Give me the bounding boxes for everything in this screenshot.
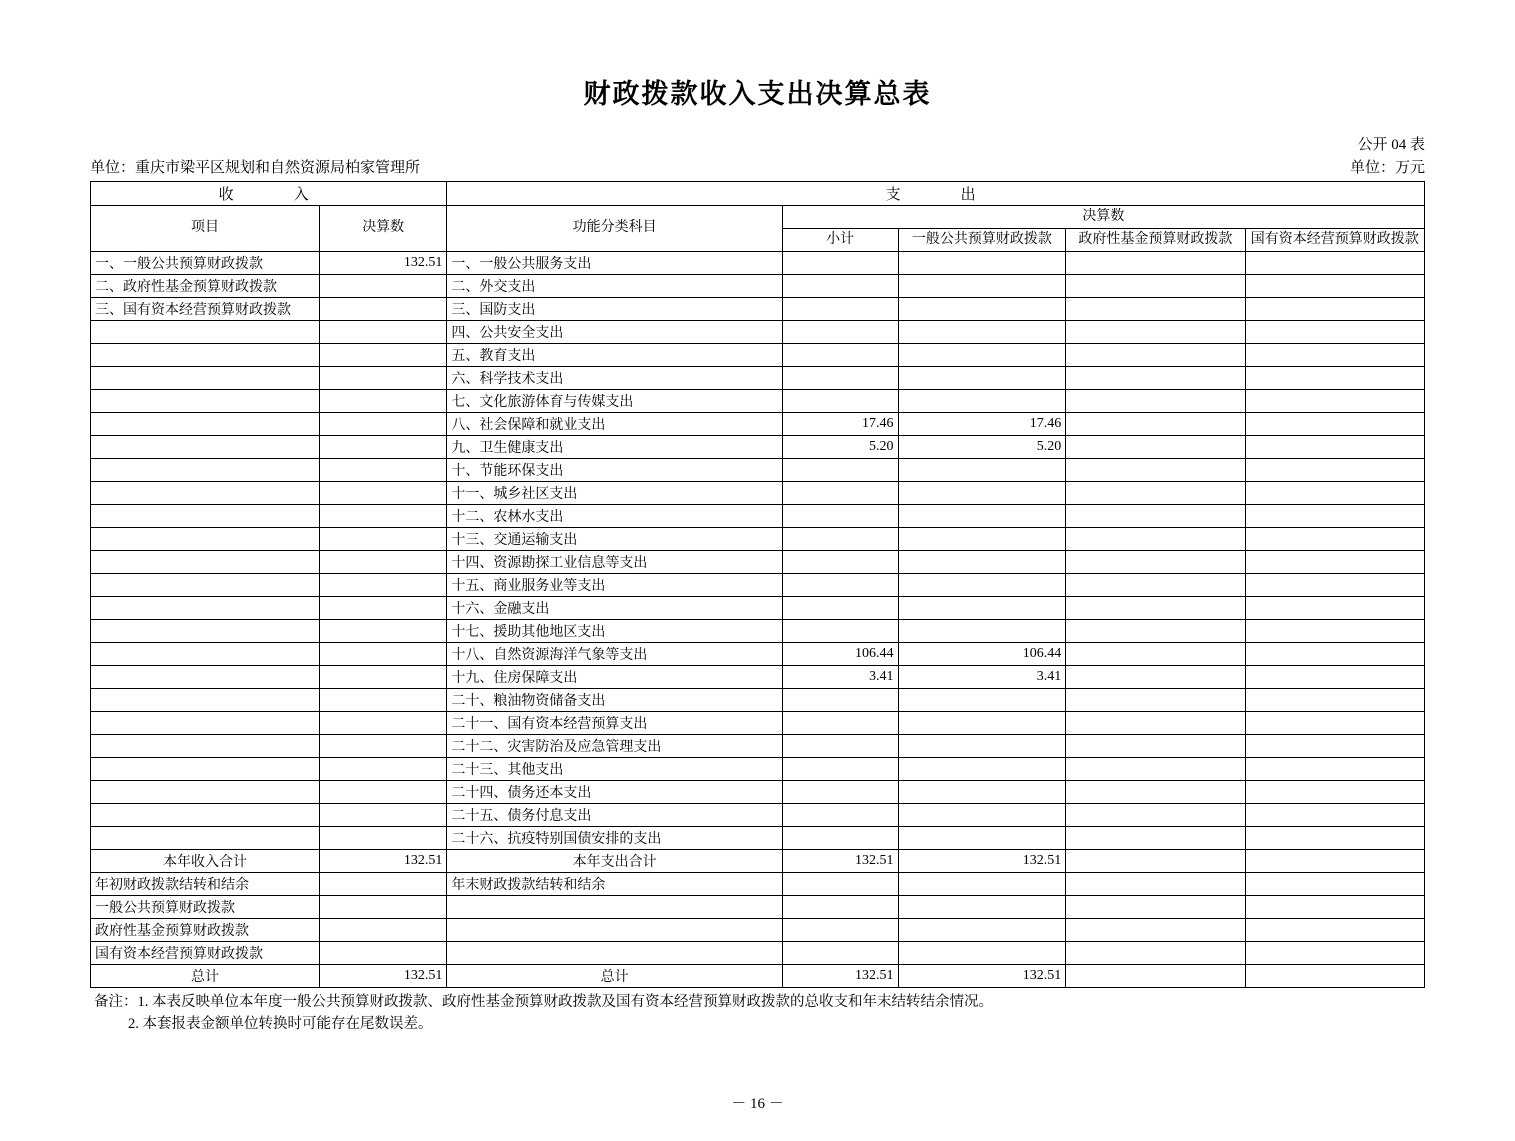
expense-fund-cell — [1066, 413, 1245, 436]
expense-capital-cell — [1245, 666, 1424, 689]
expense-capital-cell — [1245, 574, 1424, 597]
income-item-cell — [91, 827, 320, 850]
income-amount-cell — [320, 758, 447, 781]
expense-fund-cell — [1066, 735, 1245, 758]
summary-fund-cell — [1066, 919, 1245, 942]
summary-fund-cell — [1066, 896, 1245, 919]
summary-expense-item-cell — [447, 942, 783, 965]
expense-subtotal-cell — [782, 712, 898, 735]
expense-item-cell: 十一、城乡社区支出 — [447, 482, 783, 505]
expense-subtotal-cell — [782, 298, 898, 321]
income-amount-cell — [320, 666, 447, 689]
income-item-cell — [91, 459, 320, 482]
income-item-cell — [91, 781, 320, 804]
expense-fund-cell — [1066, 528, 1245, 551]
table-row — [91, 643, 1425, 666]
expense-fund-cell — [1066, 712, 1245, 735]
income-amount-cell — [320, 643, 447, 666]
income-amount-cell — [320, 298, 447, 321]
expense-fund-cell — [1066, 597, 1245, 620]
income-amount-cell — [320, 597, 447, 620]
expense-general-cell — [898, 298, 1066, 321]
income-amount-cell — [320, 505, 447, 528]
summary-capital-cell — [1245, 873, 1424, 896]
summary-capital-cell — [1245, 942, 1424, 965]
expense-fund-cell — [1066, 367, 1245, 390]
expense-subtotal-cell — [782, 367, 898, 390]
expense-fund-cell — [1066, 459, 1245, 482]
income-amount-cell — [320, 436, 447, 459]
income-item-cell — [91, 482, 320, 505]
expense-subtotal-cell — [782, 252, 898, 275]
summary-income-amount-cell — [320, 873, 447, 896]
expense-item-cell: 十七、援助其他地区支出 — [447, 620, 783, 643]
table-row — [91, 528, 1425, 551]
header-subtotal: 小计 — [782, 229, 898, 252]
summary-income-amount-cell: 132.51 — [320, 965, 447, 988]
expense-item-cell: 二十五、债务付息支出 — [447, 804, 783, 827]
header-group-row — [91, 182, 1425, 206]
income-amount-cell — [320, 321, 447, 344]
expense-general-cell — [898, 252, 1066, 275]
income-item-cell — [91, 528, 320, 551]
summary-capital-cell — [1245, 919, 1424, 942]
expense-general-cell — [898, 689, 1066, 712]
expense-capital-cell — [1245, 482, 1424, 505]
expense-general-cell — [898, 758, 1066, 781]
income-amount-cell — [320, 574, 447, 597]
summary-general-cell — [898, 919, 1066, 942]
table-summary-row — [91, 965, 1425, 988]
table-row — [91, 344, 1425, 367]
expense-fund-cell — [1066, 827, 1245, 850]
form-code-row — [90, 133, 1425, 154]
expense-subtotal-cell — [782, 528, 898, 551]
income-item-cell — [91, 735, 320, 758]
expense-item-cell: 十二、农林水支出 — [447, 505, 783, 528]
summary-capital-cell — [1245, 896, 1424, 919]
expense-subtotal-cell: 106.44 — [782, 643, 898, 666]
income-item-cell — [91, 551, 320, 574]
expense-fund-cell — [1066, 666, 1245, 689]
summary-income-item-cell: 一般公共预算财政拨款 — [91, 896, 320, 919]
expense-fund-cell — [1066, 298, 1245, 321]
table-row — [91, 321, 1425, 344]
summary-subtotal-cell — [782, 873, 898, 896]
note-line-2: 2. 本套报表金额单位转换时可能存在尾数误差。 — [128, 1015, 433, 1032]
expense-capital-cell — [1245, 321, 1424, 344]
header-subgroup-row — [91, 206, 1425, 229]
table-row — [91, 482, 1425, 505]
expense-subtotal-cell — [782, 321, 898, 344]
income-item-cell — [91, 344, 320, 367]
expense-subtotal-cell — [782, 689, 898, 712]
income-item-cell — [91, 413, 320, 436]
expense-fund-cell — [1066, 252, 1245, 275]
summary-general-cell — [898, 873, 1066, 896]
expense-general-cell: 106.44 — [898, 643, 1066, 666]
expense-fund-cell — [1066, 505, 1245, 528]
table-row — [91, 436, 1425, 459]
summary-expense-item-cell: 总计 — [447, 965, 783, 988]
expense-fund-cell — [1066, 689, 1245, 712]
expense-subtotal-cell: 3.41 — [782, 666, 898, 689]
table-body — [91, 252, 1425, 988]
income-item-cell — [91, 574, 320, 597]
expense-general-cell: 5.20 — [898, 436, 1066, 459]
expense-item-cell: 二、外交支出 — [447, 275, 783, 298]
expense-item-cell: 二十三、其他支出 — [447, 758, 783, 781]
expense-general-cell — [898, 781, 1066, 804]
expense-capital-cell — [1245, 551, 1424, 574]
summary-fund-cell — [1066, 965, 1245, 988]
income-item-cell — [91, 689, 320, 712]
expense-capital-cell — [1245, 344, 1424, 367]
table-summary-row — [91, 850, 1425, 873]
table-summary-row — [91, 919, 1425, 942]
summary-subtotal-cell — [782, 896, 898, 919]
summary-income-item-cell: 政府性基金预算财政拨款 — [91, 919, 320, 942]
expense-subtotal-cell — [782, 758, 898, 781]
income-amount-cell — [320, 712, 447, 735]
expense-general-cell — [898, 344, 1066, 367]
expense-capital-cell — [1245, 758, 1424, 781]
expense-capital-cell — [1245, 298, 1424, 321]
budget-table — [90, 181, 1425, 988]
summary-fund-cell — [1066, 873, 1245, 896]
expense-subtotal-cell — [782, 551, 898, 574]
note-line-1: 备注：1. 本表反映单位本年度一般公共预算财政拨款、政府性基金预算财政拨款及国有资本经营预算财政拨款的总收支和年末结转结余情况。 — [94, 994, 993, 1010]
summary-subtotal-cell: 132.51 — [782, 965, 898, 988]
header-function-category: 功能分类科目 — [447, 206, 783, 252]
expense-general-cell — [898, 459, 1066, 482]
page-footer: － 16 － — [731, 1096, 784, 1112]
income-item-cell — [91, 436, 320, 459]
header-income-item: 项目 — [91, 206, 320, 252]
expense-fund-cell — [1066, 643, 1245, 666]
expense-item-cell: 六、科学技术支出 — [447, 367, 783, 390]
table-row — [91, 551, 1425, 574]
expense-item-cell: 八、社会保障和就业支出 — [447, 413, 783, 436]
income-amount-cell — [320, 344, 447, 367]
summary-subtotal-cell — [782, 942, 898, 965]
expense-capital-cell — [1245, 275, 1424, 298]
expense-fund-cell — [1066, 781, 1245, 804]
summary-capital-cell — [1245, 850, 1424, 873]
expense-item-cell: 二十二、灾害防治及应急管理支出 — [447, 735, 783, 758]
expense-subtotal-cell — [782, 344, 898, 367]
income-amount-cell — [320, 551, 447, 574]
table-row — [91, 275, 1425, 298]
expense-general-cell — [898, 735, 1066, 758]
expense-fund-cell — [1066, 804, 1245, 827]
summary-expense-item-cell: 本年支出合计 — [447, 850, 783, 873]
table-row — [91, 666, 1425, 689]
expense-fund-cell — [1066, 344, 1245, 367]
expense-general-cell — [898, 712, 1066, 735]
expense-item-cell: 一、一般公共服务支出 — [447, 252, 783, 275]
expense-capital-cell — [1245, 804, 1424, 827]
summary-income-amount-cell — [320, 919, 447, 942]
expense-item-cell: 九、卫生健康支出 — [447, 436, 783, 459]
expense-subtotal-cell — [782, 275, 898, 298]
expense-fund-cell — [1066, 551, 1245, 574]
expense-general-cell — [898, 574, 1066, 597]
income-item-cell — [91, 597, 320, 620]
table-row — [91, 252, 1425, 275]
summary-general-cell — [898, 896, 1066, 919]
expense-capital-cell — [1245, 827, 1424, 850]
expense-subtotal-cell: 5.20 — [782, 436, 898, 459]
income-amount-cell — [320, 781, 447, 804]
income-amount-cell — [320, 827, 447, 850]
expense-general-cell — [898, 827, 1066, 850]
summary-income-amount-cell — [320, 942, 447, 965]
expense-item-cell: 十五、商业服务业等支出 — [447, 574, 783, 597]
expense-general-cell — [898, 804, 1066, 827]
table-row — [91, 827, 1425, 850]
expense-general-cell — [898, 367, 1066, 390]
amount-unit: 单位：万元 — [1349, 160, 1425, 176]
summary-fund-cell — [1066, 942, 1245, 965]
expense-capital-cell — [1245, 459, 1424, 482]
income-item-cell — [91, 321, 320, 344]
table-row — [91, 367, 1425, 390]
expense-item-cell: 二十六、抗疫特别国债安排的支出 — [447, 827, 783, 850]
expense-general-cell — [898, 505, 1066, 528]
expense-capital-cell — [1245, 735, 1424, 758]
income-amount-cell — [320, 620, 447, 643]
header-state-capital-budget: 国有资本经营预算财政拨款 — [1245, 229, 1424, 252]
expense-item-cell: 十九、住房保障支出 — [447, 666, 783, 689]
header-expense-amount-group: 决算数 — [782, 206, 1424, 229]
table-summary-row — [91, 873, 1425, 896]
expense-general-cell — [898, 275, 1066, 298]
document-page — [0, 72, 1515, 1141]
expense-capital-cell — [1245, 252, 1424, 275]
expense-subtotal-cell — [782, 459, 898, 482]
summary-income-item-cell: 年初财政拨款结转和结余 — [91, 873, 320, 896]
income-item-cell: 二、政府性基金预算财政拨款 — [91, 275, 320, 298]
expense-general-cell — [898, 482, 1066, 505]
expense-capital-cell — [1245, 643, 1424, 666]
header-general-public-budget: 一般公共预算财政拨款 — [898, 229, 1066, 252]
expense-capital-cell — [1245, 367, 1424, 390]
table-row — [91, 804, 1425, 827]
expense-capital-cell — [1245, 689, 1424, 712]
expense-capital-cell — [1245, 620, 1424, 643]
summary-fund-cell — [1066, 850, 1245, 873]
expense-capital-cell — [1245, 712, 1424, 735]
expense-general-cell — [898, 321, 1066, 344]
table-row — [91, 574, 1425, 597]
unit-row — [90, 156, 1425, 177]
header-income-amount: 决算数 — [320, 206, 447, 252]
income-item-cell — [91, 367, 320, 390]
income-amount-cell — [320, 482, 447, 505]
summary-income-item-cell: 本年收入合计 — [91, 850, 320, 873]
header-expense-group: 支 出 — [447, 182, 1425, 206]
income-amount-cell — [320, 528, 447, 551]
table-row — [91, 390, 1425, 413]
expense-fund-cell — [1066, 436, 1245, 459]
income-item-cell: 三、国有资本经营预算财政拨款 — [91, 298, 320, 321]
summary-general-cell: 132.51 — [898, 850, 1066, 873]
expense-item-cell: 二十一、国有资本经营预算支出 — [447, 712, 783, 735]
table-row — [91, 712, 1425, 735]
expense-item-cell: 十、节能环保支出 — [447, 459, 783, 482]
income-item-cell — [91, 666, 320, 689]
table-header — [91, 182, 1425, 252]
income-item-cell — [91, 758, 320, 781]
table-row — [91, 735, 1425, 758]
expense-item-cell: 十六、金融支出 — [447, 597, 783, 620]
unit-name: 单位：重庆市梁平区规划和自然资源局柏家管理所 — [90, 160, 421, 176]
expense-subtotal-cell — [782, 804, 898, 827]
summary-general-cell: 132.51 — [898, 965, 1066, 988]
income-amount-cell — [320, 275, 447, 298]
income-item-cell — [91, 390, 320, 413]
expense-fund-cell — [1066, 390, 1245, 413]
table-summary-row — [91, 942, 1425, 965]
expense-subtotal-cell — [782, 620, 898, 643]
expense-item-cell: 十三、交通运输支出 — [447, 528, 783, 551]
expense-capital-cell — [1245, 597, 1424, 620]
table-row — [91, 689, 1425, 712]
table-row — [91, 758, 1425, 781]
expense-capital-cell — [1245, 413, 1424, 436]
header-income-group: 收 入 — [91, 182, 447, 206]
expense-item-cell: 二十四、债务还本支出 — [447, 781, 783, 804]
expense-fund-cell — [1066, 321, 1245, 344]
expense-general-cell — [898, 597, 1066, 620]
expense-general-cell — [898, 620, 1066, 643]
expense-fund-cell — [1066, 620, 1245, 643]
table-row — [91, 413, 1425, 436]
summary-expense-item-cell — [447, 896, 783, 919]
expense-fund-cell — [1066, 574, 1245, 597]
table-row — [91, 620, 1425, 643]
summary-expense-item-cell — [447, 919, 783, 942]
income-item-cell — [91, 620, 320, 643]
table-row — [91, 781, 1425, 804]
expense-item-cell: 五、教育支出 — [447, 344, 783, 367]
table-row — [91, 459, 1425, 482]
income-amount-cell — [320, 390, 447, 413]
expense-capital-cell — [1245, 781, 1424, 804]
income-amount-cell: 132.51 — [320, 252, 447, 275]
income-amount-cell — [320, 413, 447, 436]
expense-general-cell — [898, 390, 1066, 413]
expense-fund-cell — [1066, 758, 1245, 781]
expense-capital-cell — [1245, 436, 1424, 459]
expense-fund-cell — [1066, 275, 1245, 298]
expense-subtotal-cell — [782, 574, 898, 597]
table-row — [91, 505, 1425, 528]
expense-general-cell — [898, 551, 1066, 574]
summary-income-item-cell: 总计 — [91, 965, 320, 988]
expense-subtotal-cell — [782, 390, 898, 413]
expense-subtotal-cell: 17.46 — [782, 413, 898, 436]
page-title: 财政拨款收入支出决算总表 — [583, 79, 932, 109]
income-amount-cell — [320, 804, 447, 827]
summary-income-amount-cell: 132.51 — [320, 850, 447, 873]
form-code: 公开 04 表 — [1357, 137, 1425, 153]
expense-item-cell: 三、国防支出 — [447, 298, 783, 321]
income-amount-cell — [320, 735, 447, 758]
expense-fund-cell — [1066, 482, 1245, 505]
table-notes — [90, 992, 1425, 1036]
expense-general-cell — [898, 528, 1066, 551]
expense-item-cell: 七、文化旅游体育与传媒支出 — [447, 390, 783, 413]
summary-capital-cell — [1245, 965, 1424, 988]
table-row — [91, 597, 1425, 620]
expense-capital-cell — [1245, 528, 1424, 551]
expense-item-cell: 四、公共安全支出 — [447, 321, 783, 344]
income-item-cell — [91, 505, 320, 528]
header-gov-fund-budget: 政府性基金预算财政拨款 — [1066, 229, 1245, 252]
expense-capital-cell — [1245, 390, 1424, 413]
table-row — [91, 298, 1425, 321]
income-amount-cell — [320, 459, 447, 482]
income-amount-cell — [320, 367, 447, 390]
expense-item-cell: 十四、资源勘探工业信息等支出 — [447, 551, 783, 574]
expense-general-cell: 17.46 — [898, 413, 1066, 436]
expense-subtotal-cell — [782, 482, 898, 505]
expense-subtotal-cell — [782, 827, 898, 850]
expense-item-cell: 二十、粮油物资储备支出 — [447, 689, 783, 712]
summary-income-item-cell: 国有资本经营预算财政拨款 — [91, 942, 320, 965]
summary-general-cell — [898, 942, 1066, 965]
summary-expense-item-cell: 年末财政拨款结转和结余 — [447, 873, 783, 896]
summary-subtotal-cell — [782, 919, 898, 942]
income-item-cell — [91, 712, 320, 735]
expense-general-cell: 3.41 — [898, 666, 1066, 689]
income-item-cell — [91, 643, 320, 666]
expense-subtotal-cell — [782, 735, 898, 758]
expense-item-cell: 十八、自然资源海洋气象等支出 — [447, 643, 783, 666]
income-item-cell: 一、一般公共预算财政拨款 — [91, 252, 320, 275]
income-item-cell — [91, 804, 320, 827]
income-amount-cell — [320, 689, 447, 712]
table-summary-row — [91, 896, 1425, 919]
expense-subtotal-cell — [782, 597, 898, 620]
expense-subtotal-cell — [782, 505, 898, 528]
summary-subtotal-cell: 132.51 — [782, 850, 898, 873]
expense-subtotal-cell — [782, 781, 898, 804]
expense-capital-cell — [1245, 505, 1424, 528]
summary-income-amount-cell — [320, 896, 447, 919]
